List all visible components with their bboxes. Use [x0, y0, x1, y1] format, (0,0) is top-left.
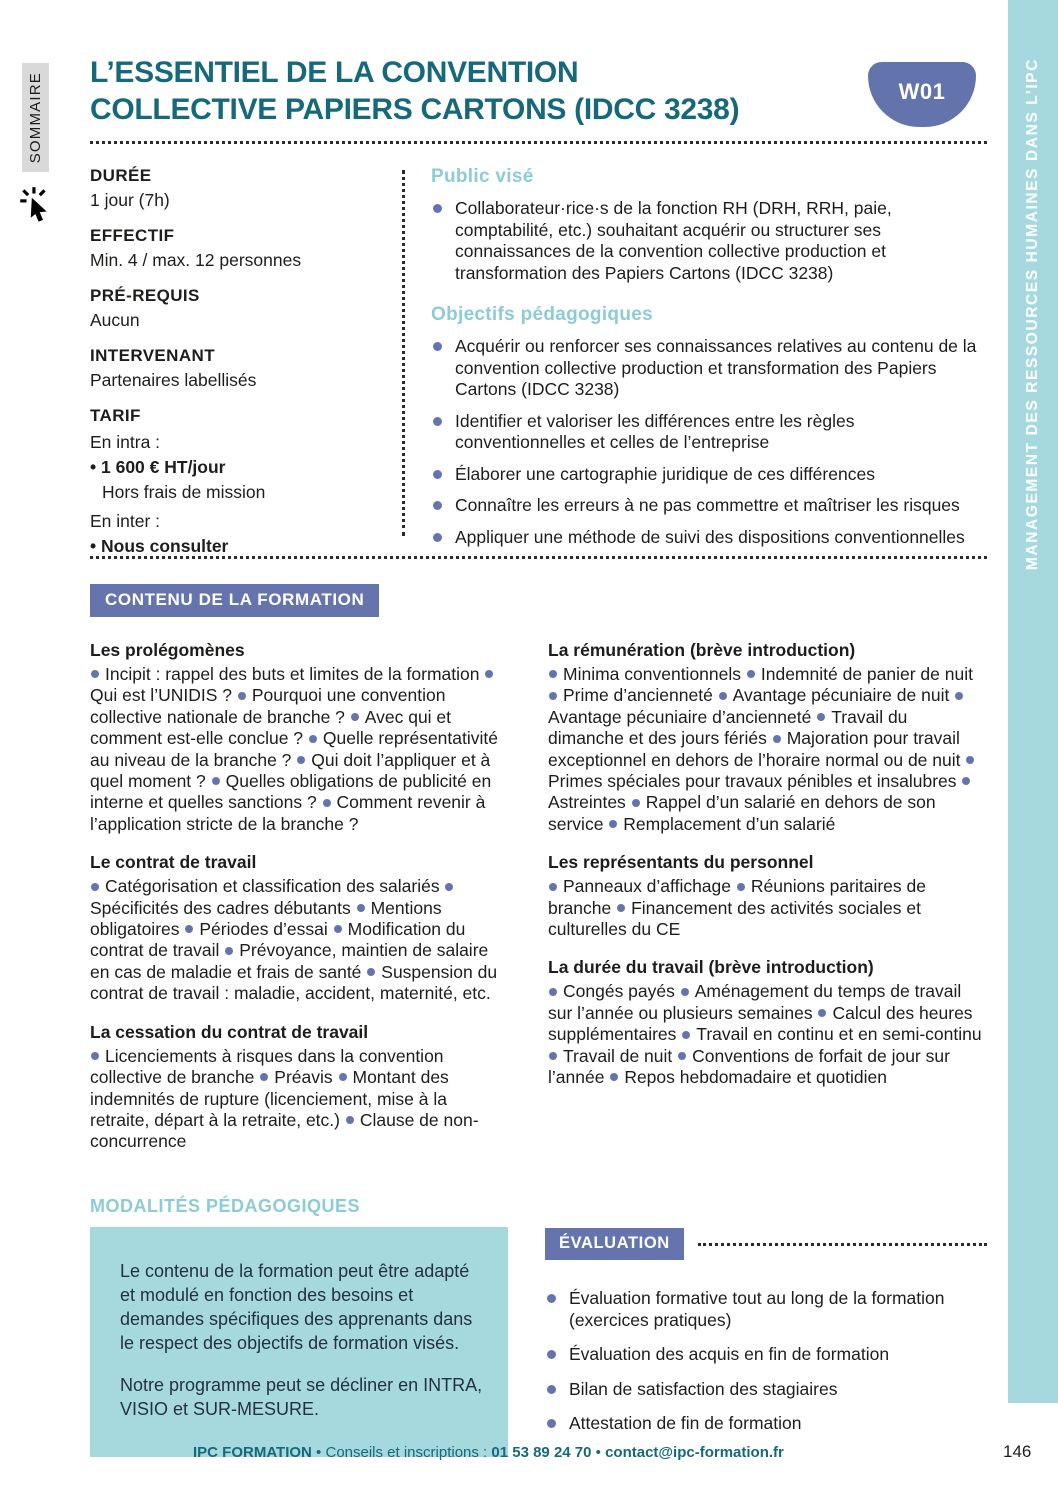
content-item-text: Travail du dimanche et des jours fériés — [548, 706, 908, 749]
bullet-icon — [445, 883, 453, 891]
content-item-text: Repos hebdomadaire et quotidien — [624, 1067, 888, 1088]
content-section-heading: Le contrat de travail — [90, 852, 257, 873]
content-item-text: Travail en continu et en semi-continu — [696, 1024, 982, 1045]
category-strip-label: MANAGEMENT DES RESSOURCES HUMAINES DANS L’IPC — [1024, 58, 1041, 571]
content-item-text: Périodes d’essai — [199, 919, 333, 940]
bullet-icon — [91, 883, 99, 891]
content-item-text: Avantage pécuniaire de nuit — [732, 685, 955, 706]
content-item-text: Indemnité de panier de nuit — [760, 664, 973, 684]
content-item-text: Majoration pour travail exceptionnel en dehors de l’horaire normal ou de nuit — [548, 728, 966, 770]
public-vise-heading: Public visé — [431, 166, 534, 187]
content-item-text: Qui est l’UNIDIS ? — [90, 685, 237, 706]
evaluation-dotted-rule — [698, 1243, 987, 1246]
bullet-icon — [297, 756, 305, 764]
bullet-icon — [547, 1385, 556, 1394]
objectif-item — [431, 411, 987, 454]
objectifs-heading: Objectifs pédagogiques — [431, 304, 653, 325]
evaluation-text: Attestation de fin de formation — [569, 1413, 802, 1433]
info-label: DURÉE — [90, 166, 152, 185]
objectif-text: Acquérir ou renforcer ses connaissances relatives au contenu de la convention collective production et transformation des Papiers Cartons (IDCC 3238) — [455, 336, 977, 399]
content-item-text: Conventions de forfait de jour sur l’année — [548, 1045, 950, 1088]
bullet-icon — [955, 692, 963, 700]
evaluation-list — [545, 1288, 987, 1435]
tarif-intra-price: • 1 600 € HT/jour — [90, 457, 226, 477]
page-number: 146 — [1003, 1442, 1032, 1461]
content-section-items — [90, 664, 508, 835]
page-title-line1: L’ESSENTIEL DE LA CONVENTION — [90, 56, 579, 89]
objectifs-list — [431, 336, 987, 548]
sommaire-tab[interactable] — [22, 63, 49, 172]
contenu-left-column — [90, 640, 508, 1153]
content-item-text: Financement des activités sociales et culturelles du CE — [548, 897, 921, 940]
public-vise-item — [431, 198, 987, 284]
content-item-text: Minima conventionnels — [563, 664, 746, 684]
bullet-icon — [357, 904, 365, 912]
bullet-icon — [339, 1073, 347, 1081]
content-section-heading: La cessation du contrat de travail — [90, 1021, 369, 1042]
click-cursor-icon — [17, 184, 53, 222]
content-item-text: Primes spéciales pour travaux pénibles et insalubres — [548, 771, 962, 792]
evaluation-text: Bilan de satisfaction des stagiaires — [569, 1378, 838, 1399]
bullet-icon — [617, 904, 625, 912]
bullet-icon — [485, 670, 493, 678]
evaluation-text: Évaluation des acquis en fin de formation — [569, 1344, 890, 1364]
bullet-icon — [549, 692, 557, 700]
bullet-icon — [682, 1031, 690, 1039]
bullet-icon — [632, 799, 640, 807]
content-item-text: Prime d’ancienneté — [563, 685, 718, 706]
page-title-line2: COLLECTIVE PAPIERS CARTONS (IDCC 3238) — [90, 93, 740, 126]
bullet-icon — [678, 1052, 686, 1060]
modalites-paragraph: Le contenu de la formation peut être adapté et modulé en fonction des besoins et demandes spécifiques des apprenants dans le respect des objectifs de formation visés. — [120, 1261, 473, 1353]
content-item-text: Préavis — [274, 1067, 338, 1088]
bullet-icon — [433, 533, 442, 542]
content-item-text: Suspension du contrat de travail : maladie, accident, maternité, etc. — [90, 961, 498, 1004]
bullet-icon — [817, 713, 825, 721]
bullet-icon — [549, 670, 557, 678]
evaluation-item — [545, 1288, 987, 1331]
course-info-items — [90, 166, 402, 391]
bullet-icon — [433, 417, 442, 426]
bullet-icon — [737, 883, 745, 891]
bullet-icon — [719, 692, 727, 700]
content-item-text: Catégorisation et classification des salariés — [105, 876, 445, 897]
objectif-item — [431, 495, 987, 517]
bullet-icon — [547, 1294, 556, 1303]
public-vise-list — [431, 198, 987, 284]
bullet-icon — [91, 670, 99, 678]
course-info-column — [90, 166, 402, 572]
evaluation-item — [545, 1344, 987, 1366]
info-item — [90, 286, 402, 331]
content-item-text: Avec qui et comment est-elle conclue ? — [90, 706, 452, 749]
footer-separator: • — [591, 1444, 606, 1461]
evaluation-item — [545, 1413, 987, 1435]
bullet-icon — [610, 1073, 618, 1081]
bullet-icon — [433, 470, 442, 479]
bullet-icon — [433, 501, 442, 510]
bullet-icon — [323, 799, 331, 807]
footer-phone: 01 53 89 24 70 — [491, 1444, 592, 1461]
bullet-icon — [433, 342, 442, 351]
bullet-icon — [351, 713, 359, 721]
content-item-text: Incipit : rappel des buts et limites de la formation — [105, 664, 485, 684]
content-item-text: Pourquoi une convention collective nationale de branche ? — [90, 685, 446, 727]
info-label: INTERVENANT — [90, 346, 215, 365]
content-item-text: Avantage pécuniaire d’ancienneté — [548, 706, 817, 727]
tarif-inter-value: • Nous consulter — [90, 536, 229, 556]
bullet-icon — [334, 925, 342, 933]
content-section-heading: Les représentants du personnel — [548, 852, 814, 873]
content-item-text: Qui doit l’appliquer et à quel moment ? — [90, 749, 491, 792]
content-section-items — [90, 1046, 508, 1153]
info-label: PRÉ-REQUIS — [90, 286, 200, 305]
content-item-text: Prévoyance, maintien de salaire en cas de maladie et frais de santé — [90, 940, 489, 982]
modalites-paragraph: Notre programme peut se décliner en INTRA, VISIO et SUR-MESURE. — [120, 1375, 483, 1419]
objectif-text: Connaître les erreurs à ne pas commettre et maîtriser les risques — [455, 495, 960, 515]
evaluation-text: Évaluation formative tout au long de la formation (exercices pratiques) — [569, 1288, 945, 1330]
audience-objectives-column — [405, 166, 987, 572]
objectif-text: Identifier et valoriser les différences entre les règles conventionnelles et celles de l’entreprise — [455, 410, 855, 452]
modalites-box — [90, 1227, 508, 1457]
objectif-text: Élaborer une cartographie juridique de ces différences — [455, 463, 875, 484]
evaluation-header — [545, 1228, 987, 1260]
bullet-icon — [549, 1052, 557, 1060]
category-strip — [1008, 0, 1058, 1403]
contenu-right-column — [548, 640, 987, 1153]
contenu-columns — [90, 640, 987, 1153]
content-item-text: Rappel d’un salarié en dehors de son service — [548, 792, 936, 834]
bullet-icon — [547, 1350, 556, 1359]
bullet-icon — [433, 204, 442, 213]
content-item-text: Congés payés — [563, 981, 680, 1002]
info-item — [90, 346, 402, 391]
content-item-text: Panneaux d’affichage — [563, 876, 736, 897]
info-item — [90, 226, 402, 271]
bullet-icon — [549, 883, 557, 891]
bullet-icon — [962, 777, 970, 785]
objectif-text: Appliquer une méthode de suivi des dispositions conventionnelles — [455, 526, 965, 547]
sommaire-tab-label: SOMMAIRE — [27, 72, 44, 164]
content-section-heading: La rémunération (brève introduction) — [548, 640, 856, 660]
info-label: EFFECTIF — [90, 226, 175, 245]
bullet-icon — [346, 1116, 354, 1124]
content-section-items — [548, 664, 987, 835]
modalites-section — [90, 1196, 508, 1457]
content-item-text: Réunions paritaires de branche — [548, 876, 926, 918]
tarif-block — [90, 406, 402, 557]
footer-brand: IPC FORMATION — [193, 1444, 312, 1461]
content-section-items — [90, 876, 508, 1004]
footer-email[interactable]: contact@ipc-formation.fr — [605, 1444, 784, 1461]
header-dotted-rule — [90, 141, 987, 144]
evaluation-section-header: ÉVALUATION — [545, 1228, 684, 1260]
tarif-label: TARIF — [90, 406, 141, 425]
content-section-items — [548, 876, 987, 940]
info-value: 1 jour (7h) — [90, 190, 170, 210]
evaluation-item — [545, 1379, 987, 1401]
bullet-icon — [609, 820, 617, 828]
modalites-heading: MODALITÉS PÉDAGOGIQUES — [90, 1196, 361, 1216]
tarif-intra-note: Hors frais de mission — [102, 482, 266, 502]
bullet-icon — [91, 1052, 99, 1060]
content-item-text: Travail de nuit — [563, 1045, 678, 1066]
bullet-icon — [747, 670, 755, 678]
content-item-text: Quelle représentativité au niveau de la branche ? — [90, 728, 498, 770]
content-item-text: Comment revenir à l’application stricte de la branche ? — [90, 792, 486, 834]
tarif-inter-label: En inter : — [90, 511, 161, 531]
content-section-heading: La durée du travail (brève introduction) — [548, 957, 874, 978]
footer — [193, 1444, 784, 1461]
section-dotted-rule — [90, 556, 987, 559]
course-code: W01 — [898, 78, 946, 104]
bullet-icon — [549, 988, 557, 996]
bullet-icon — [681, 988, 689, 996]
bullet-icon — [966, 756, 974, 764]
content-item-text: Astreintes — [548, 792, 631, 813]
bullet-icon — [818, 1009, 826, 1017]
footer-separator: • — [311, 1444, 326, 1461]
content-item-text: Quelles obligations de publicité en interne et quelles sanctions ? — [90, 771, 492, 813]
content-section-heading: Les prolégomènes — [90, 640, 245, 660]
content-item-text: Montant des indemnités de rupture (licenciement, mise à la retraite, départ à la retraite, etc.) — [90, 1067, 449, 1130]
contenu-section-header: CONTENU DE LA FORMATION — [90, 584, 379, 617]
public-vise-text: Collaborateur·rice·s de la fonction RH (DRH, RRH, paie, comptabilité, etc.) souhaitant acquérir ou structurer ses connaissances de la convention collective production et transformation des Papiers Cartons (IDCC 3238) — [455, 198, 892, 283]
content-item-text: Spécificités des cadres débutants — [90, 897, 356, 918]
objectif-item — [431, 527, 987, 549]
info-value: Min. 4 / max. 12 personnes — [90, 250, 302, 270]
objectif-item — [431, 464, 987, 486]
bullet-icon — [238, 692, 246, 700]
tarif-intra-label: En intra : — [90, 432, 161, 452]
info-row — [90, 166, 987, 572]
bullet-icon — [309, 735, 317, 743]
content-item-text: Mentions obligatoires — [90, 897, 442, 940]
footer-text: Conseils et inscriptions : — [325, 1444, 492, 1461]
content-item-text: Aménagement du temps de travail sur l’année ou plusieurs semaines — [548, 981, 962, 1023]
objectif-item — [431, 336, 987, 401]
bullet-icon — [260, 1073, 268, 1081]
content-item-text: Calcul des heures supplémentaires — [548, 1002, 973, 1045]
bullet-icon — [185, 925, 193, 933]
bullet-icon — [773, 735, 781, 743]
bullet-icon — [225, 947, 233, 955]
bullet-icon — [212, 777, 220, 785]
content-section-items — [548, 981, 987, 1088]
course-code-badge — [868, 62, 976, 127]
content-item-text: Licenciements à risques dans la convention collective de branche — [90, 1045, 444, 1088]
info-item — [90, 166, 402, 211]
bullet-icon — [367, 968, 375, 976]
page-title — [90, 54, 870, 128]
content-item-text: Modification du contrat de travail — [90, 919, 466, 961]
evaluation-section — [545, 1228, 987, 1448]
content-item-text: Remplacement d’un salarié — [623, 813, 836, 834]
info-value: Partenaires labellisés — [90, 370, 257, 390]
content-item-text: Clause de non-concurrence — [90, 1109, 479, 1152]
info-value: Aucun — [90, 310, 140, 330]
bullet-icon — [547, 1419, 556, 1428]
